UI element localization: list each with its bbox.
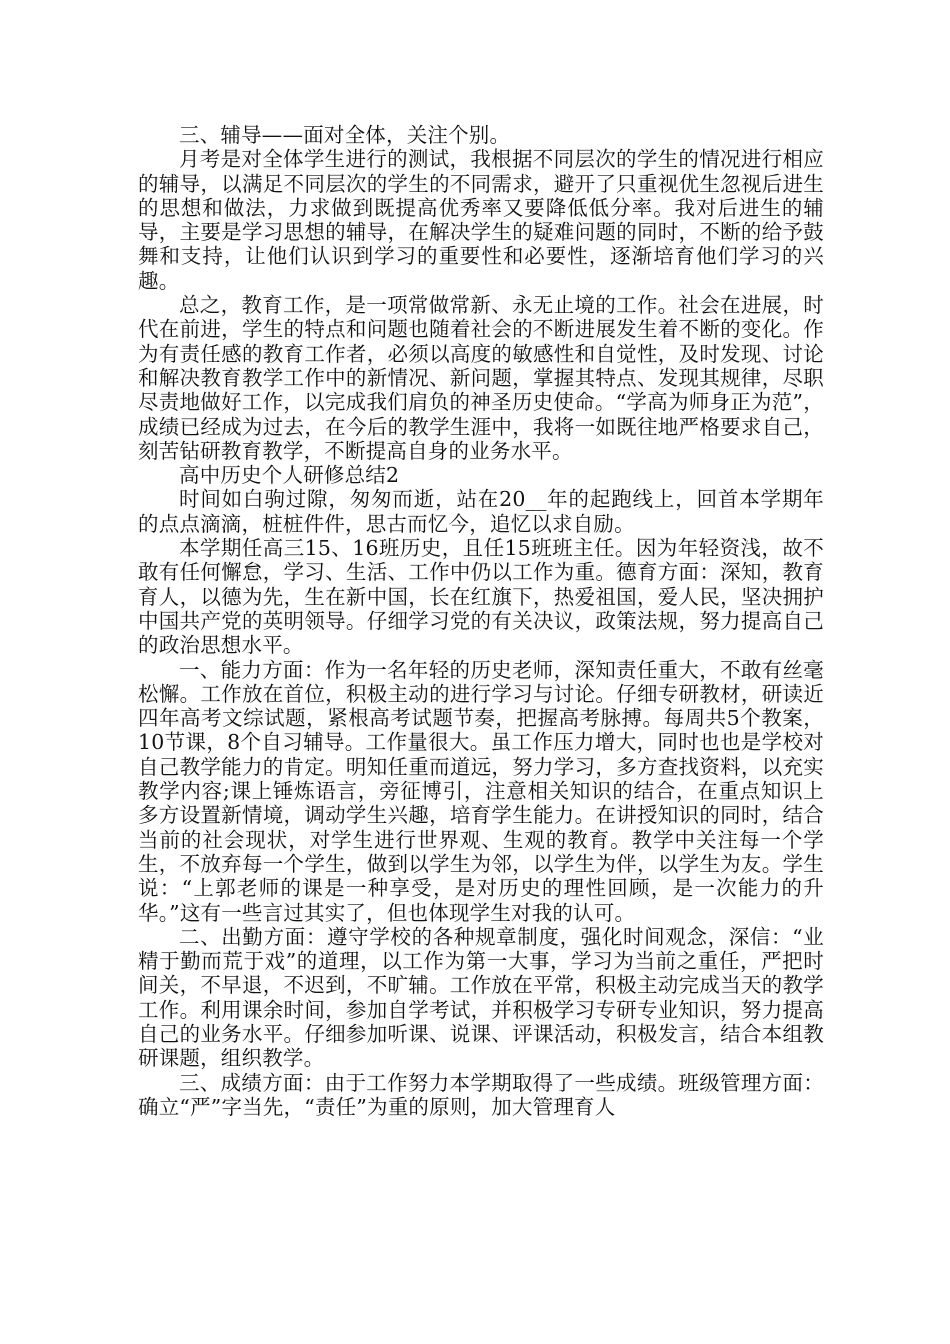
paragraph-attendance: 二、出勤方面：遵守学校的各种规章制度，强化时间观念，深信：“业精于勤而荒于戏”的道理，以工作为第一大事，学习为当前之重任，严把时间关，不早退，不迟到，不旷辅。工作放在平常，积极主动完成当天的教学工作。利用课余时间，参加自学考试，并积极学习专研专业知识，努力提高自己的业务水平。仔细参加听课、说课、评课活动，积极发言，结合本组教研课题，组织教学。 bbox=[138, 924, 824, 1071]
paragraph-summary-title: 高中历史个人研修总结2 bbox=[179, 463, 400, 488]
paragraph-section-three-guidance: 三、辅导——面对全体，关注个别。 bbox=[179, 123, 511, 147]
paragraph-ability: 一、能力方面：作为一名年轻的历史老师，深知责任重大，不敢有丝毫松懈。工作放在首位，积极主动的进行学习与讨论。仔细专研教材，研读近四年高考文综试题，紧根高考试题节奏，把握高考脉搏。每周共5个教案，10节课，8个自习辅导。工作量很大。虽工作压力增大，同时也也是学校对自己教学能力的肯定。明知任重而道远，努力学习，多方查找资料，以充实教学内容;课上锤炼语言，旁征博引，注意相关知识的结合，在重点知识上多方设置新情境，调动学生兴趣，培育学生能力。在讲授知识的同时，结合当前的社会现状，对学生进行世界观、生观的教育。教学中关注每一个学生，不放弃每一个学生，做到以学生为邻，以学生为伴，以学生为友。学生说：“上郭老师的课是一种享受，是对历史的理性回顾，是一次能力的升华。”这有一些言过其实了，但也体现学生对我的认可。 bbox=[138, 657, 824, 925]
paragraph-semester-duties: 本学期任高三15、16班历史，且任15班班主任。因为年轻资浅，故不敢有任何懈怠，学习、生活、工作中仍以工作为重。德育方面：深知，教育育人，以德为先，生在新中国，长在红旗下，热爱祖国，爱人民，坚决拥护中国共产党的英明领导。仔细学习党的有关决议，政策法规，努力提高自己的政治思想水平。 bbox=[138, 536, 824, 658]
paragraph-monthly-exam: 月考是对全体学生进行的测试，我根据不同层次的学生的情况进行相应的辅导，以满足不同层次的学生的不同需求，避开了只重视优生忽视后进生的思想和做法，力求做到既提高优秀率又要降低低分率。我对后进生的辅导，主要是学习思想的辅导，在解决学生的疑难问题的同时，不断的给予鼓舞和支持，让他们认识到学习的重要性和必要性，逐渐培育他们学习的兴趣。 bbox=[138, 147, 824, 293]
paragraph-achievements: 三、成绩方面：由于工作努力本学期取得了一些成绩。班级管理方面：确立“严”字当先，“责任”为重的原则，加大管理育人 bbox=[138, 1070, 824, 1119]
paragraph-conclusion: 总之，教育工作，是一项常做常新、永无止境的工作。社会在进展，时代在前进，学生的特点和问题也随着社会的不断进展发生着不断的变化。作为有责任感的教育工作者，必须以高度的敏感性和自觉性，及时发现、讨论和解决教育教学工作中的新情况、新问题，掌握其特点、发现其规律，尽职尽责地做好工作，以完成我们肩负的神圣历史使命。“学高为师身正为范”，成绩已经成为过去，在今后的教学生涯中，我将一如既往地严格要求自己，刻苦钻研教育教学，不断提高自身的业务水平。 bbox=[138, 293, 824, 463]
document-body bbox=[138, 123, 824, 1119]
paragraph-time-flies: 时间如白驹过隙，匆匆而逝，站在20__年的起跑线上，回首本学期年的点点滴滴，桩桩件件，思古而忆今，追忆以求自励。 bbox=[138, 487, 824, 536]
